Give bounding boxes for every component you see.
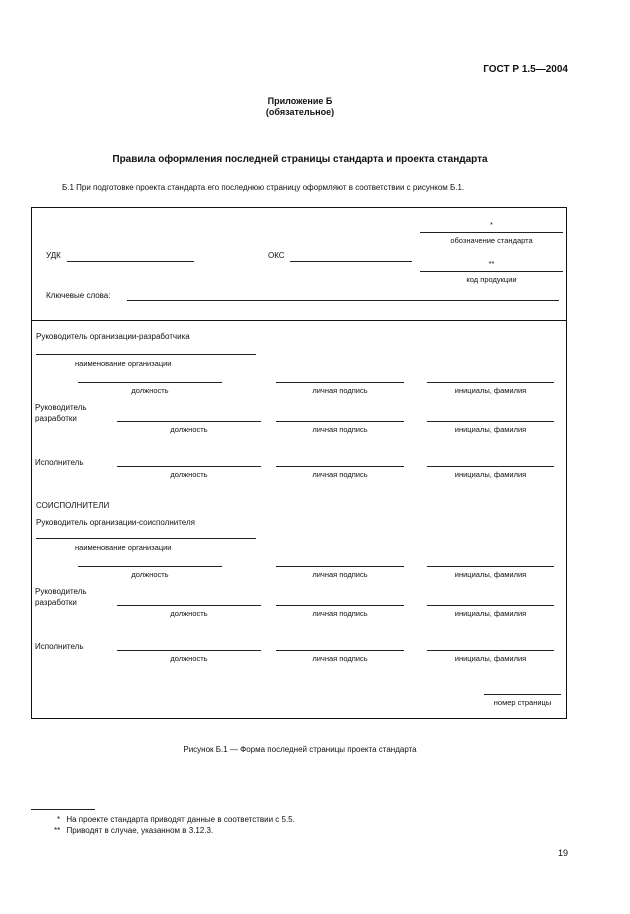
co-initials-caption-1: инициалы, фамилия <box>454 570 527 579</box>
co-org-name-line <box>36 538 256 539</box>
footnote-2 <box>54 826 213 835</box>
dev-initials-caption-2: инициалы, фамилия <box>454 425 527 434</box>
dev-position-line-2 <box>117 421 261 422</box>
udk-label: УДК <box>46 251 61 260</box>
footnote-mark-2: ** <box>488 259 495 268</box>
dev-position-line-3 <box>117 466 261 467</box>
co-lead-label: Руководитель разработки <box>35 587 87 607</box>
oks-label: ОКС <box>268 251 285 260</box>
dev-signature-caption-1: личная подпись <box>312 386 368 395</box>
intro-paragraph: Б.1 При подготовке проекта стандарта его последнюю страницу оформляют в соответствии с рисунком Б.1. <box>62 183 465 192</box>
co-signature-caption-1: личная подпись <box>312 570 368 579</box>
dev-position-caption-2: должность <box>170 425 208 434</box>
form-divider <box>31 320 567 321</box>
dev-position-line-1 <box>78 382 222 383</box>
co-position-caption-3: должность <box>170 654 208 663</box>
oks-line <box>290 261 412 262</box>
co-org-head-label: Руководитель организации-соисполнителя <box>36 518 195 527</box>
dev-initials-caption-3: инициалы, фамилия <box>454 470 527 479</box>
footnote-text: На проекте стандарта приводят данные в соответствии с 5.5. <box>66 815 295 824</box>
dev-executor-label: Исполнитель <box>35 458 84 467</box>
dev-position-caption-1: должность <box>131 386 169 395</box>
product-code-line <box>420 271 563 272</box>
dev-signature-line-1 <box>276 382 404 383</box>
dev-initials-caption-1: инициалы, фамилия <box>454 386 527 395</box>
dev-org-head-label: Руководитель организации-разработчика <box>36 332 190 341</box>
dev-position-caption-3: должность <box>170 470 208 479</box>
dev-signature-caption-2: личная подпись <box>312 425 368 434</box>
co-initials-line-1 <box>427 566 554 567</box>
dev-signature-line-2 <box>276 421 404 422</box>
dev-initials-line-1 <box>427 382 554 383</box>
co-initials-caption-3: инициалы, фамилия <box>454 654 527 663</box>
co-initials-line-2 <box>427 605 554 606</box>
dev-initials-line-2 <box>427 421 554 422</box>
appendix-status: (обязательное) <box>265 107 335 117</box>
co-initials-caption-2: инициалы, фамилия <box>454 609 527 618</box>
co-position-caption-1: должность <box>131 570 169 579</box>
dev-signature-caption-3: личная подпись <box>312 470 368 479</box>
co-position-caption-2: должность <box>170 609 208 618</box>
co-title: СОИСПОЛНИТЕЛИ <box>36 501 110 510</box>
section-title: Правила оформления последней страницы стандарта и проекта стандарта <box>112 154 488 165</box>
footnote-text: Приводят в случае, указанном в 3.12.3. <box>66 826 214 835</box>
co-initials-line-3 <box>427 650 554 651</box>
co-signature-line-1 <box>276 566 404 567</box>
footnote-separator <box>31 809 95 810</box>
page-number-caption: номер страницы <box>493 698 552 707</box>
std-designation-caption: обозначение стандарта <box>450 236 533 245</box>
dev-signature-line-3 <box>276 466 404 467</box>
co-org-name-caption: наименование организации <box>75 543 172 552</box>
standard-code: ГОСТ Р 1.5—2004 <box>483 64 568 75</box>
co-signature-caption-2: личная подпись <box>312 609 368 618</box>
co-position-line-3 <box>117 650 261 651</box>
dev-org-name-caption: наименование организации <box>75 359 172 368</box>
dev-initials-line-3 <box>427 466 554 467</box>
product-code-caption: код продукции <box>466 275 517 284</box>
dev-org-name-line <box>36 354 256 355</box>
co-signature-line-2 <box>276 605 404 606</box>
footnote-mark-1: * <box>490 220 493 229</box>
keywords-label: Ключевые слова: <box>46 291 111 300</box>
co-signature-line-3 <box>276 650 404 651</box>
udk-line <box>67 261 194 262</box>
footnote-1 <box>57 815 295 824</box>
footnote-mark: * <box>57 815 61 824</box>
page-number: 19 <box>557 848 568 858</box>
page-number-line <box>484 694 561 695</box>
co-signature-caption-3: личная подпись <box>312 654 368 663</box>
co-executor-label: Исполнитель <box>35 642 84 651</box>
footnote-mark: ** <box>54 826 61 835</box>
co-position-line-1 <box>78 566 222 567</box>
std-designation-line <box>420 232 563 233</box>
appendix-title: Приложение Б <box>267 96 333 106</box>
co-position-line-2 <box>117 605 261 606</box>
dev-lead-label: Руководитель разработки <box>35 403 87 423</box>
figure-caption: Рисунок Б.1 — Форма последней страницы проекта стандарта <box>183 745 417 754</box>
keywords-line <box>127 300 559 301</box>
